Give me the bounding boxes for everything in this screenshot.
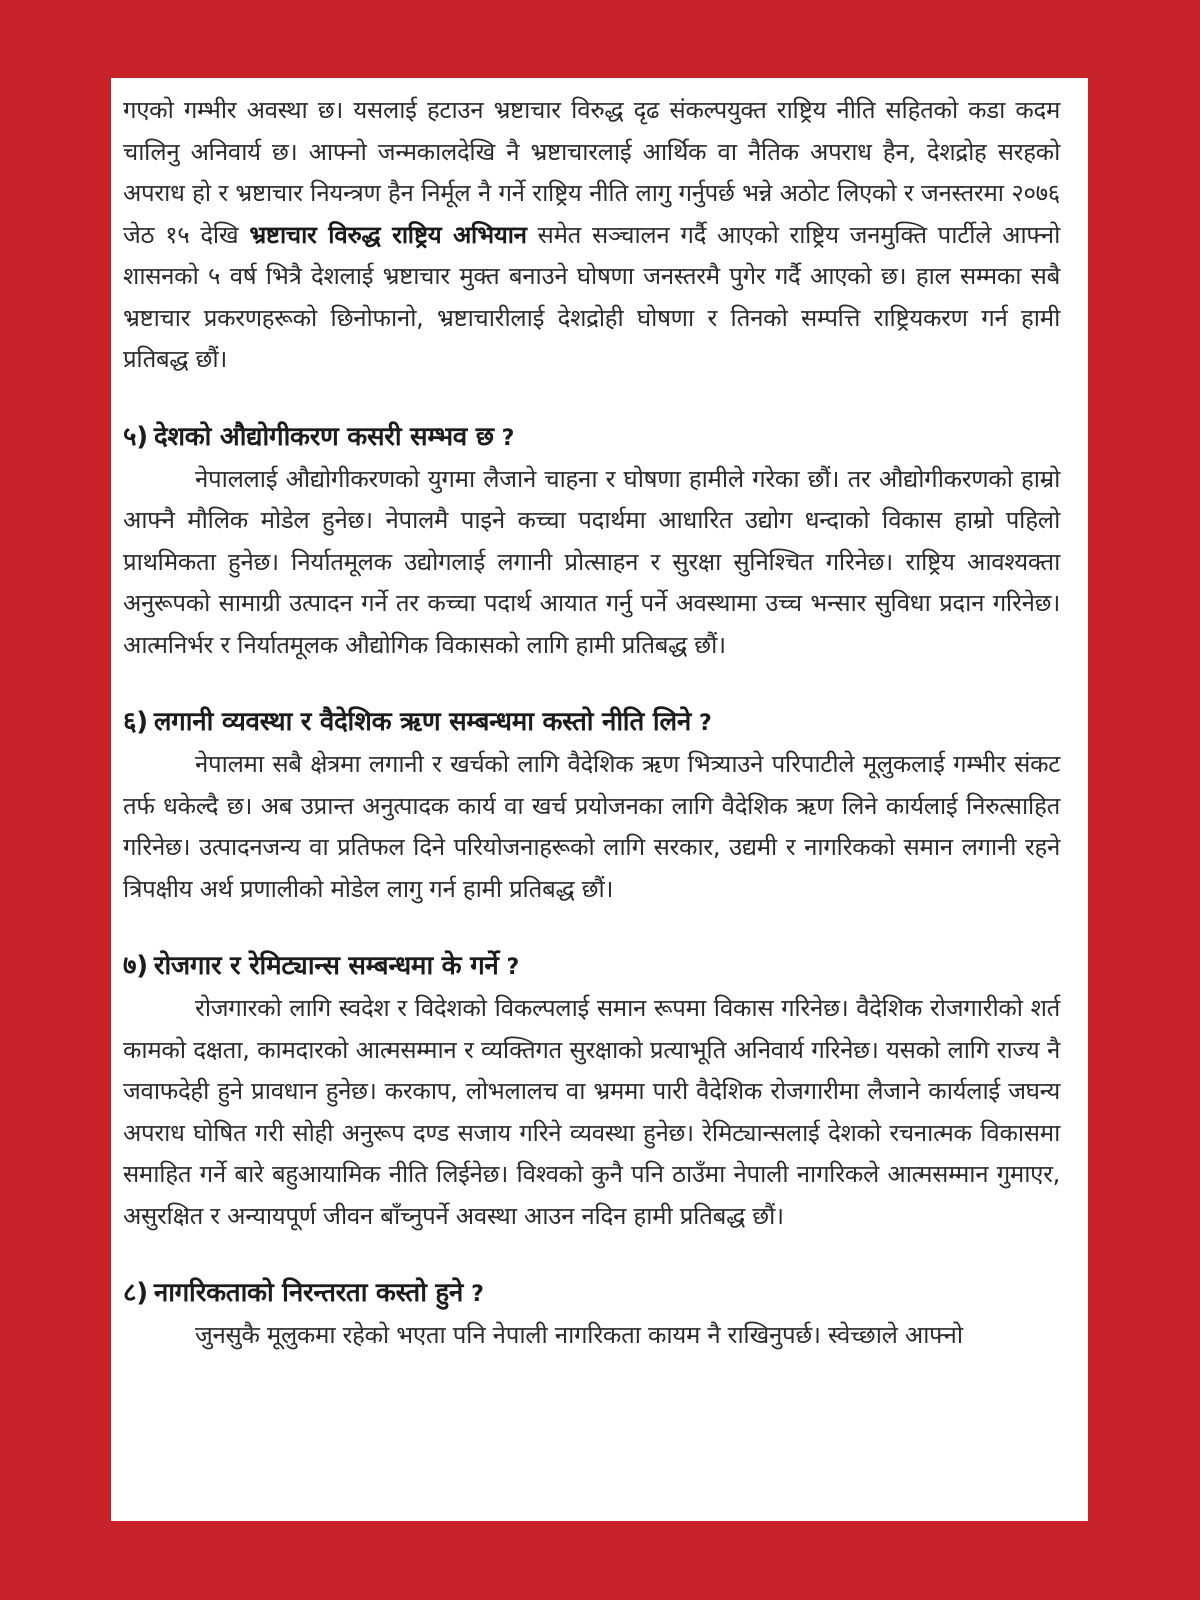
section-title: लगानी व्यवस्था र वैदेशिक ऋण सम्बन्धमा कस्तो नीति लिने bbox=[153, 707, 692, 737]
section-number: ६) bbox=[123, 707, 148, 737]
section-title: नागरिकताको निरन्तरता कस्तो हुने bbox=[153, 1278, 464, 1308]
section-heading bbox=[123, 946, 1060, 988]
question-mark: ? bbox=[471, 1282, 484, 1307]
document-page bbox=[111, 78, 1088, 1521]
section-title: देशको औद्योगीकरण कसरी सम्भव छ bbox=[153, 421, 494, 452]
section-title: रोजगार र रेमिट्यान्स सम्बन्धमा के गर्ने bbox=[153, 951, 499, 981]
section-body: नेपाललाई औद्योगीकरणको युगमा लैजाने चाहना र घोषणा हामीले गरेका छौं। तर औद्योगीकरणको हाम्रो आफ्नै मौलिक मोडेल हुनेछ। नेपालमै पाइने कच्चा पदार्थमा आधारित उद्योग धन्दाको विकास हाम्रो पहिलो प्राथमिकता हुनेछ। निर्यातमूलक उद्योगलाई लगानी प्रोत्साहन र सुरक्षा सुनिश्चित गरिनेछ। राष्ट्रिय आवश्यक्ता अनुरूपको सामाग्री उत्पादन गर्ने तर कच्चा पदार्थ आयात गर्नु पर्ने अवस्थामा उच्च भन्सार सुविधा प्रदान गरिनेछ। आत्मनिर्भर र निर्यातमूलक औद्योगिक विकासको लागि हामी प्रतिबद्ध छौं। bbox=[123, 464, 1060, 659]
section-body: रोजगारको लागि स्वदेश र विदेशको विकल्पलाई समान रूपमा विकास गरिनेछ। वैदेशिक रोजगारीको शर्त कामको दक्षता, कामदारको आत्मसम्मान र व्यक्तिगत सुरक्षाको प्रत्याभूति अनिवार्य गरिनेछ। यसको लागि राज्य नै जवाफदेही हुने प्रावधान हुनेछ। करकाप, लोभलालच वा भ्रममा पारी वैदेशिक रोजगारीमा लैजाने कार्यलाई जघन्य अपराध घोषित गरी सोही अनुरूप दण्ड सजाय गरिने व्यवस्था हुनेछ। रेमिट्यान्सलाई देशको रचनात्मक विकासमा समाहित गर्ने बारे बहुआयामिक नीति लिईनेछ। विश्वको कुनै पनि ठाउँमा नेपाली नागरिकले आत्मसम्मान गुमाएर, असुरक्षित र अन्यायपूर्ण जीवन बाँच्नुपर्ने अवस्था आउन नदिन हामी प्रतिबद्ध छौं। bbox=[123, 994, 1060, 1230]
section-body: नेपालमा सबै क्षेत्रमा लगानी र खर्चको लागि वैदेशिक ऋण भित्र्याउने परिपाटीले मूलुकलाई गम्भीर संकट तर्फ धकेल्दै छ। अब उप्रान्त अनुत्पादक कार्य वा खर्च प्रयोजनका लागि वैदेशिक ऋण लिने कार्यलाई निरुत्साहित गरिनेछ। उत्पादनजन्य वा प्रतिफल दिने परियोजनाहरूको लागि सरकार, उद्यमी र नागरिकको समान लगानी रहने त्रिपक्षीय अर्थ प्रणालीको मोडेल लागु गर्न हामी प्रतिबद्ध छौं। bbox=[123, 750, 1060, 903]
section-number: ७) bbox=[123, 951, 148, 981]
section-body: जुनसुकै मूलुकमा रहेको भएता पनि नेपाली नागरिकता कायम नै राखिनुपर्छ। स्वेच्छाले आफ्नो bbox=[195, 1321, 963, 1349]
section-investment-foreign-loan bbox=[123, 702, 1060, 910]
intro-text-before-bold: गएको गम्भीर अवस्था छ। यसलाई हटाउन भ्रष्टाचार विरुद्ध दृढ संकल्पयुक्त राष्ट्रिय नीति सहितको कडा कदम चालिनु अनिवार्य छ। आफ्नो जन्मकालदेखि नै भ्रष्टाचारलाई आर्थिक वा नैतिक अपराध हैन, देशद्रोह सरहको अपराध हो र भ्रष्टाचार नियन्त्रण हैन निर्मूल नै गर्ने राष्ट्रिय नीति लागु गर्नुपर्छ भन्ने अठोट लिएको र जनस्तरमा २०७६ जेठ १५ देखि bbox=[123, 96, 1060, 249]
intro-paragraph bbox=[123, 90, 1060, 381]
section-citizenship-continuity bbox=[123, 1273, 1060, 1357]
question-mark: ? bbox=[501, 425, 515, 451]
section-number: ५) bbox=[123, 421, 148, 452]
section-heading bbox=[123, 702, 1060, 744]
intro-text-after-bold: समेत सञ्चालन गर्दै आएको राष्ट्रिय जनमुक्ति पार्टीले आफ्नो शासनको ५ वर्ष भित्रै देशलाई भ्रष्टाचार मुक्त बनाउने घोषणा जनस्तरमै पुगेर गर्दै आएको छ। हाल सम्मका सबै भ्रष्टाचार प्रकरणहरूको छिनोफानो, भ्रष्टाचारीलाई देशद्रोही घोषणा र तिनको सम्पत्ति राष्ट्रियकरण गर्न हामी प्रतिबद्ध छौं। bbox=[123, 220, 1060, 373]
section-industrialization bbox=[123, 417, 1060, 667]
section-number: ८) bbox=[123, 1278, 148, 1308]
section-heading bbox=[123, 417, 1060, 459]
intro-bold-campaign-name: भ्रष्टाचार विरुद्ध राष्ट्रिय अभियान bbox=[249, 220, 527, 249]
section-employment-remittance bbox=[123, 946, 1060, 1237]
question-mark: ? bbox=[506, 955, 520, 980]
question-mark: ? bbox=[699, 711, 712, 736]
section-heading bbox=[123, 1273, 1060, 1315]
